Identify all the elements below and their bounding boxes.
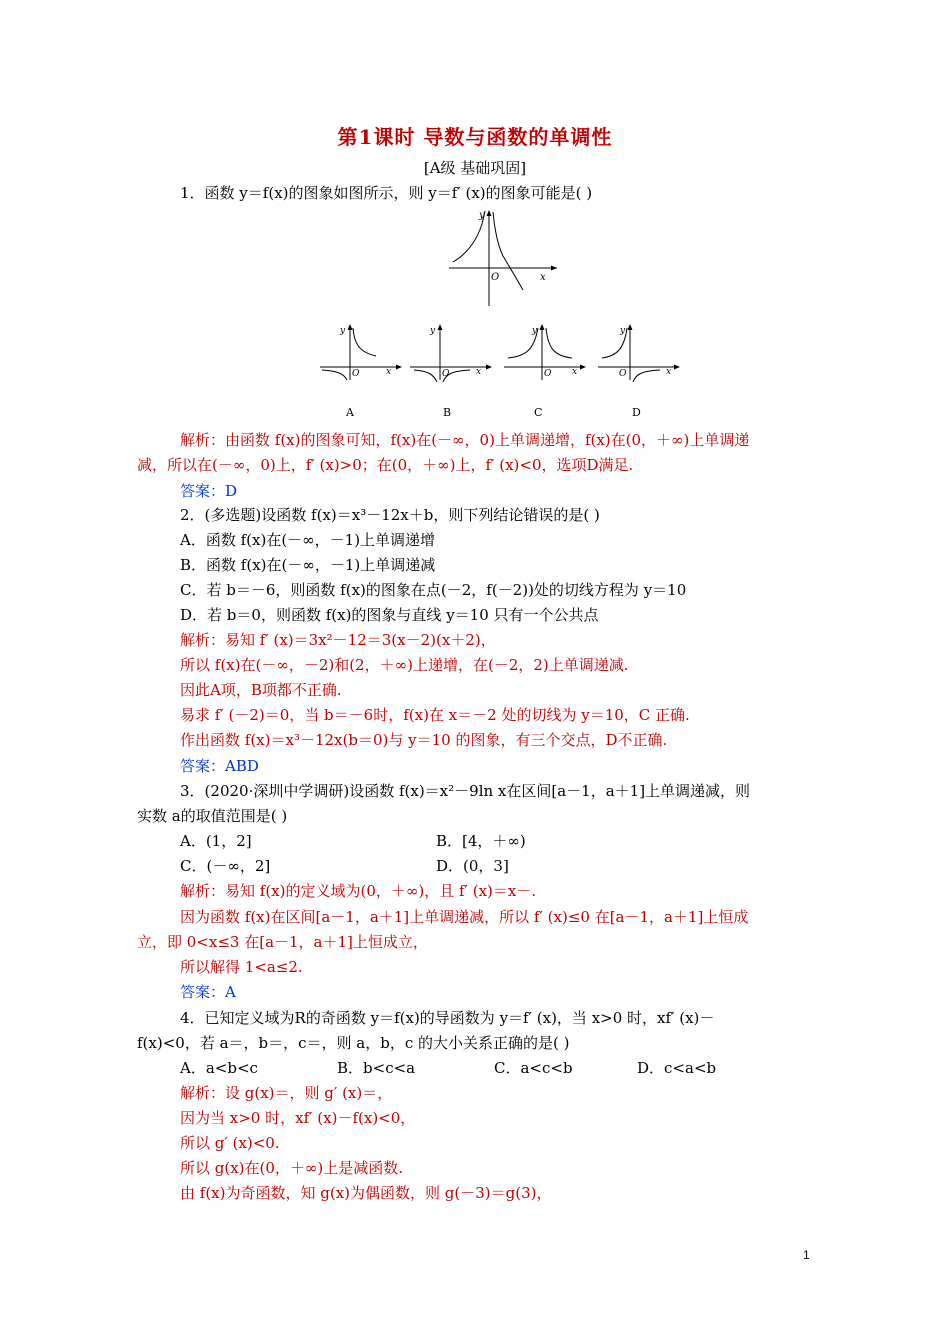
q2-option-d: D．若 b＝0，则函数 f(x)的图象与直线 y＝10 只有一个公共点 [180,606,599,624]
lesson-title: 第1课时 导数与函数的单调性 [337,125,613,149]
q3-option-d: D．(0，3] [436,857,509,875]
q3-analysis-line: 解析：易知 f(x)的定义域为(0，＋∞)，且 f′ (x)＝x－. [180,882,537,900]
q1-option-c-graph [502,322,587,382]
q1-answer: 答案：D [180,482,238,500]
q3-option-c: C．(－∞，2] [180,857,271,875]
page-number: 1 [803,1248,810,1262]
q3-stem-line: 实数 a的取值范围是( ) [137,807,288,825]
q4-analysis-line: 由 f(x)为奇函数，知 g(x)为偶函数，则 g(－3)＝g(3)， [180,1184,552,1202]
q4-option-c: C．a<c<b [494,1059,573,1077]
q3-stem-line: 3．(2020·深圳中学调研)设函数 f(x)＝x²－9ln x在区间[a－1，a＋1]上单调递减，则 [180,782,751,800]
q1-option-a-graph [318,322,403,382]
q1-main-graph [445,206,560,308]
q1-option-d-graph [596,322,681,382]
q4-option-b: B．b<c<a [337,1059,416,1077]
q3-analysis-line: 立，即 0<x≤3 在[a－1，a＋1]上恒成立， [137,933,428,951]
svg-text:y: y [340,326,346,336]
origin-label: O [491,272,500,283]
q1-option-b-label: B [443,406,452,419]
axis-y-label: y [479,210,485,221]
svg-text:x: x [386,367,392,377]
q4-analysis-line: 所以 g(x)在(0，＋∞)上是减函数. [180,1159,404,1177]
q3-analysis-line: 所以解得 1<a≤2. [180,958,303,976]
svg-text:O: O [352,369,360,379]
q3-analysis-line: 因为函数 f(x)在区间[a－1，a＋1]上单调递减，所以 f′ (x)≤0 在[a－1，a＋1]上恒成 [180,908,749,926]
q4-option-a: A．a<b<c [180,1059,258,1077]
q1-analysis-line: 解析：由函数 f(x)的图象可知，f(x)在(－∞，0)上单调递增，f(x)在(0，＋∞)上单调递 [180,431,750,449]
q2-analysis-line: 解析：易知 f′ (x)＝3x²－12＝3(x－2)(x＋2)， [180,631,496,649]
q4-analysis-line: 因为当 x>0 时，xf′ (x)－f(x)<0， [180,1109,416,1127]
q4-analysis-line: 所以 g′ (x)<0. [180,1134,280,1152]
q3-option-a: A．(1，2] [180,832,252,850]
q4-analysis-line: 解析：设 g(x)＝，则 g′ (x)＝， [180,1084,393,1102]
q2-option-c: C．若 b＝－6，则函数 f(x)的图象在点(－2，f(－2))处的切线方程为 y＝10 [180,581,687,599]
svg-text:x: x [476,367,482,377]
svg-text:O: O [544,369,552,379]
q2-analysis-line: 作出函数 f(x)＝x³－12x(b＝0)与 y＝10 的图象，有三个交点，D不正确. [180,731,668,749]
q1-option-b-graph [408,322,493,382]
svg-text:x: x [666,367,672,377]
q3-option-b: B．[4，＋∞) [436,832,526,850]
q4-stem-line: f(x)<0，若 a＝，b＝，c＝，则 a，b，c 的大小关系正确的是( ) [137,1034,570,1052]
q1-option-d-label: D [632,406,641,419]
svg-text:O: O [442,369,450,379]
level-subtitle: [A级 基础巩固] [423,159,527,177]
q1-option-c-label: C [534,406,543,419]
q4-stem-line: 4．已知定义域为R的奇函数 y＝f(x)的导函数为 y＝f′ (x)，当 x>0 时，xf′ (x)－ [180,1009,715,1027]
q1-stem: 1．函数 y＝f(x)的图象如图所示，则 y＝f′ (x)的图象可能是( ) [180,184,593,202]
q2-option-b: B．函数 f(x)在(－∞，－1)上单调递减 [180,556,436,574]
svg-text:y: y [620,326,626,336]
q2-analysis-line: 易求 f′ (－2)＝0，当 b＝－6时，f(x)在 x＝－2 处的切线为 y＝10，C 正确. [180,706,690,724]
q1-analysis-line: 减，所以在(－∞，0)上，f′ (x)>0；在(0，＋∞)上，f′ (x)<0，选项D满足. [137,456,634,474]
q2-answer: 答案：ABD [180,757,259,775]
svg-text:O: O [619,369,627,379]
svg-text:x: x [572,367,578,377]
svg-text:y: y [430,326,436,336]
q2-analysis-line: 因此A项，B项都不正确. [180,681,342,699]
q3-answer: 答案：A [180,983,236,1001]
axis-x-label: x [540,272,546,283]
q4-option-d: D．c<a<b [637,1059,717,1077]
q1-option-a-label: A [346,406,354,419]
q2-analysis-line: 所以 f(x)在(－∞，－2)和(2，＋∞)上递增，在(－2，2)上单调递减. [180,656,629,674]
q2-option-a: A．函数 f(x)在(－∞，－1)上单调递增 [180,531,436,549]
svg-text:y: y [532,326,538,336]
q2-stem: 2．(多选题)设函数 f(x)＝x³－12x＋b，则下列结论错误的是( ) [180,506,600,524]
